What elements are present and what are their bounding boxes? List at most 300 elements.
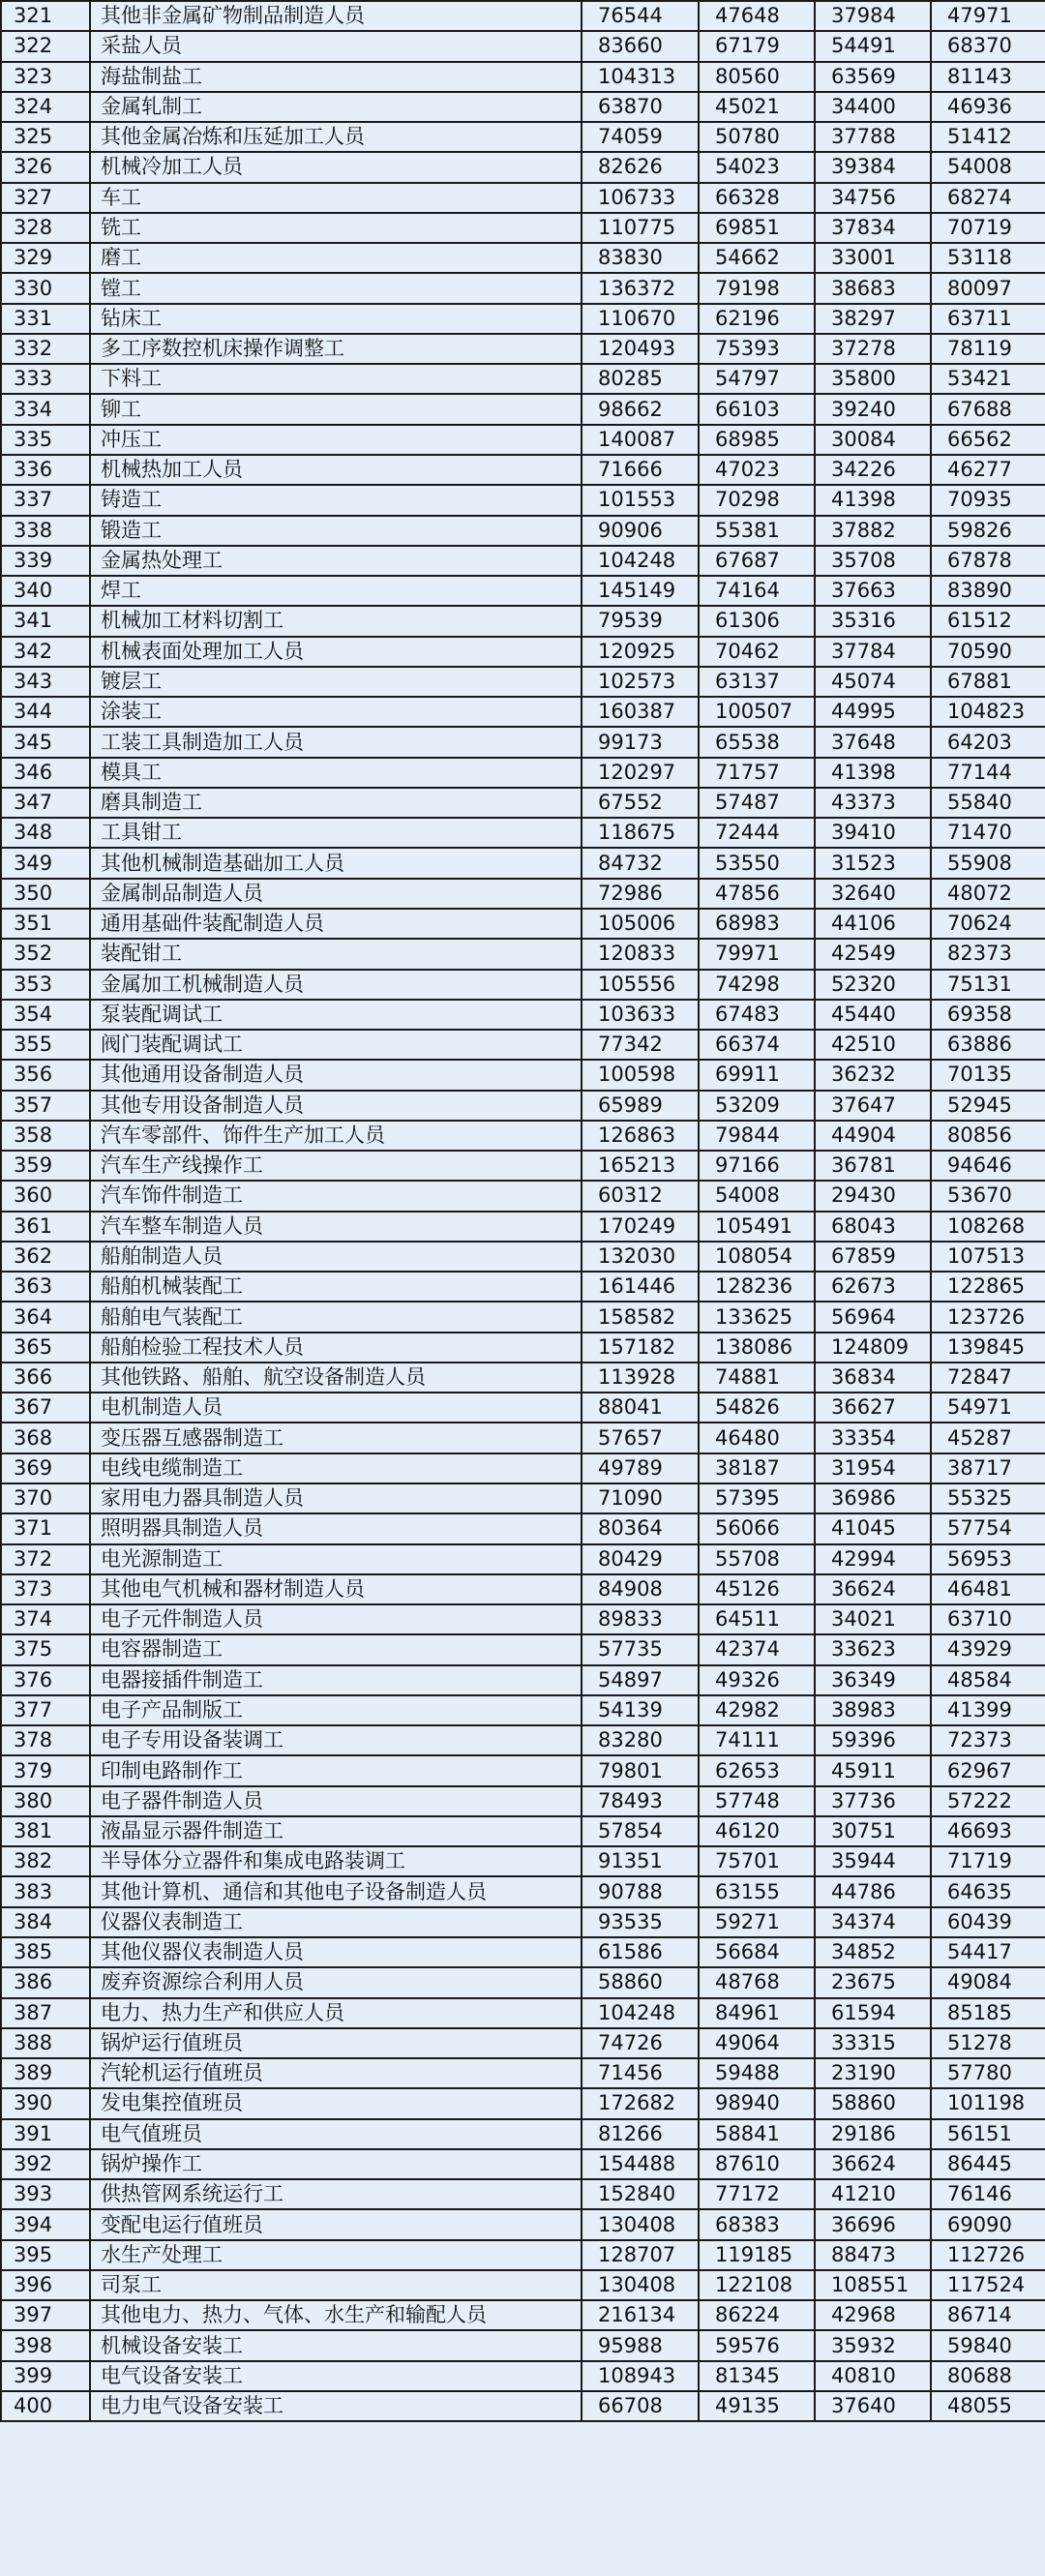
row-number: 375 <box>1 1634 90 1664</box>
table-row <box>1 1786 1045 1816</box>
table-row <box>1 1998 1045 2028</box>
value-col-1: 74726 <box>582 2028 699 2058</box>
value-col-4: 53118 <box>931 243 1045 273</box>
value-col-2: 63137 <box>699 667 815 697</box>
value-col-2: 49326 <box>699 1665 815 1695</box>
value-col-4: 53670 <box>931 1181 1045 1211</box>
value-col-3: 40810 <box>815 2361 931 2391</box>
value-col-2: 55381 <box>699 516 815 546</box>
row-number: 338 <box>1 516 90 546</box>
value-col-4: 63711 <box>931 304 1045 334</box>
value-col-2: 47856 <box>699 879 815 909</box>
table-row <box>1 455 1045 485</box>
table-row <box>1 364 1045 394</box>
table-row <box>1 1755 1045 1785</box>
value-col-1: 71456 <box>582 2058 699 2088</box>
occupation-name: 工具钳工 <box>90 818 582 848</box>
row-number: 357 <box>1 1091 90 1121</box>
table-row <box>1 1544 1045 1574</box>
value-col-4: 72373 <box>931 1725 1045 1755</box>
occupation-name: 涂装工 <box>90 697 582 727</box>
value-col-3: 37663 <box>815 576 931 606</box>
value-col-1: 130408 <box>582 2209 699 2239</box>
value-col-2: 48768 <box>699 1967 815 1997</box>
table-row <box>1 848 1045 878</box>
value-col-4: 49084 <box>931 1967 1045 1997</box>
occupation-name: 装配钳工 <box>90 939 582 969</box>
table-row <box>1 213 1045 243</box>
table-row <box>1 243 1045 273</box>
table-row <box>1 637 1045 667</box>
table-row <box>1 818 1045 848</box>
occupation-name: 船舶制造人员 <box>90 1242 582 1272</box>
value-col-4: 67881 <box>931 667 1045 697</box>
value-col-2: 79198 <box>699 273 815 303</box>
row-number: 361 <box>1 1212 90 1242</box>
value-col-3: 36349 <box>815 1665 931 1695</box>
value-col-1: 72986 <box>582 879 699 909</box>
value-col-4: 139845 <box>931 1333 1045 1363</box>
value-col-2: 138086 <box>699 1333 815 1363</box>
value-col-2: 74298 <box>699 970 815 1000</box>
value-col-1: 71090 <box>582 1483 699 1513</box>
row-number: 382 <box>1 1846 90 1876</box>
value-col-2: 67687 <box>699 546 815 576</box>
value-col-2: 46480 <box>699 1423 815 1453</box>
occupation-name: 电力、热力生产和供应人员 <box>90 1998 582 2028</box>
value-col-1: 99173 <box>582 727 699 757</box>
value-col-4: 70135 <box>931 1060 1045 1090</box>
value-col-1: 57657 <box>582 1423 699 1453</box>
value-col-4: 64203 <box>931 727 1045 757</box>
table-row <box>1 2300 1045 2330</box>
value-col-4: 54008 <box>931 152 1045 182</box>
row-number: 399 <box>1 2361 90 2391</box>
value-col-2: 81345 <box>699 2361 815 2391</box>
value-col-4: 48072 <box>931 879 1045 909</box>
value-col-3: 37647 <box>815 1091 931 1121</box>
row-number: 395 <box>1 2240 90 2270</box>
table-row <box>1 304 1045 334</box>
value-col-1: 113928 <box>582 1363 699 1393</box>
table-row <box>1 31 1045 61</box>
value-col-2: 47648 <box>699 1 815 31</box>
value-col-2: 74111 <box>699 1725 815 1755</box>
row-number: 391 <box>1 2119 90 2149</box>
table-row <box>1 1 1045 31</box>
row-number: 400 <box>1 2391 90 2421</box>
value-col-4: 78119 <box>931 334 1045 364</box>
value-col-4: 75131 <box>931 970 1045 1000</box>
value-col-2: 97166 <box>699 1151 815 1181</box>
value-col-2: 59488 <box>699 2058 815 2088</box>
value-col-3: 42994 <box>815 1544 931 1574</box>
value-col-2: 75393 <box>699 334 815 364</box>
value-col-4: 70719 <box>931 213 1045 243</box>
occupation-name: 其他专用设备制造人员 <box>90 1091 582 1121</box>
value-col-1: 74059 <box>582 122 699 152</box>
value-col-4: 94646 <box>931 1151 1045 1181</box>
value-col-1: 54897 <box>582 1665 699 1695</box>
value-col-2: 68983 <box>699 909 815 939</box>
table-row <box>1 1030 1045 1060</box>
value-col-4: 56953 <box>931 1544 1045 1574</box>
value-col-1: 57735 <box>582 1634 699 1664</box>
value-col-4: 47971 <box>931 1 1045 31</box>
occupation-name: 锻造工 <box>90 516 582 546</box>
table-row <box>1 1846 1045 1876</box>
occupation-name: 电子元件制造人员 <box>90 1604 582 1634</box>
value-col-3: 37834 <box>815 213 931 243</box>
value-col-2: 67179 <box>699 31 815 61</box>
table-row <box>1 2088 1045 2118</box>
value-col-3: 35316 <box>815 606 931 636</box>
value-col-3: 43373 <box>815 788 931 818</box>
value-col-3: 34374 <box>815 1907 931 1937</box>
value-col-2: 66328 <box>699 183 815 213</box>
value-col-1: 57854 <box>582 1816 699 1846</box>
value-col-2: 49064 <box>699 2028 815 2058</box>
table-row <box>1 879 1045 909</box>
row-number: 349 <box>1 848 90 878</box>
row-number: 376 <box>1 1665 90 1695</box>
occupation-name: 水生产处理工 <box>90 2240 582 2270</box>
row-number: 389 <box>1 2058 90 2088</box>
row-number: 343 <box>1 667 90 697</box>
occupation-name: 汽车饰件制造工 <box>90 1181 582 1211</box>
value-col-4: 64635 <box>931 1876 1045 1906</box>
value-col-3: 36232 <box>815 1060 931 1090</box>
table-row <box>1 909 1045 939</box>
value-col-4: 86445 <box>931 2149 1045 2179</box>
value-col-1: 172682 <box>582 2088 699 2118</box>
value-col-2: 69851 <box>699 213 815 243</box>
value-col-2: 128236 <box>699 1272 815 1302</box>
row-number: 348 <box>1 818 90 848</box>
value-col-3: 88473 <box>815 2240 931 2270</box>
value-col-4: 67878 <box>931 546 1045 576</box>
value-col-3: 33315 <box>815 2028 931 2058</box>
value-col-1: 78493 <box>582 1786 699 1816</box>
table-row <box>1 1363 1045 1393</box>
value-col-2: 54662 <box>699 243 815 273</box>
occupation-name: 其他电气机械和器材制造人员 <box>90 1574 582 1604</box>
value-col-4: 46693 <box>931 1816 1045 1846</box>
value-col-4: 41399 <box>931 1695 1045 1725</box>
value-col-4: 69358 <box>931 1000 1045 1030</box>
value-col-4: 57222 <box>931 1786 1045 1816</box>
value-col-4: 54417 <box>931 1937 1045 1967</box>
value-col-4: 46277 <box>931 455 1045 485</box>
value-col-4: 56151 <box>931 2119 1045 2149</box>
row-number: 325 <box>1 122 90 152</box>
value-col-3: 44904 <box>815 1121 931 1151</box>
value-col-3: 45440 <box>815 1000 931 1030</box>
occupation-name: 变配电运行值班员 <box>90 2209 582 2239</box>
table-row <box>1 1151 1045 1181</box>
value-col-3: 62673 <box>815 1272 931 1302</box>
value-col-4: 61512 <box>931 606 1045 636</box>
table-row <box>1 1604 1045 1634</box>
occupation-name: 磨工 <box>90 243 582 273</box>
value-col-4: 46481 <box>931 1574 1045 1604</box>
value-col-4: 85185 <box>931 1998 1045 2028</box>
table-row <box>1 2240 1045 2270</box>
value-col-1: 83830 <box>582 243 699 273</box>
value-col-4: 77144 <box>931 758 1045 788</box>
value-col-2: 74164 <box>699 576 815 606</box>
value-col-3: 124809 <box>815 1333 931 1363</box>
value-col-3: 56964 <box>815 1302 931 1332</box>
value-col-4: 107513 <box>931 1242 1045 1272</box>
row-number: 370 <box>1 1483 90 1513</box>
table-row <box>1 1513 1045 1543</box>
value-col-3: 31954 <box>815 1453 931 1483</box>
value-col-3: 108551 <box>815 2270 931 2300</box>
row-number: 350 <box>1 879 90 909</box>
occupation-name: 照明器具制造人员 <box>90 1513 582 1543</box>
value-col-3: 34756 <box>815 183 931 213</box>
value-col-1: 80364 <box>582 1513 699 1543</box>
occupation-name: 模具工 <box>90 758 582 788</box>
value-col-1: 120925 <box>582 637 699 667</box>
value-col-3: 37736 <box>815 1786 931 1816</box>
value-col-1: 93535 <box>582 1907 699 1937</box>
row-number: 393 <box>1 2179 90 2209</box>
value-col-2: 98940 <box>699 2088 815 2118</box>
occupation-name: 机械加工材料切割工 <box>90 606 582 636</box>
value-col-1: 65989 <box>582 1091 699 1121</box>
value-col-3: 52320 <box>815 970 931 1000</box>
occupation-name: 电器接插件制造工 <box>90 1665 582 1695</box>
value-col-4: 69090 <box>931 2209 1045 2239</box>
row-number: 373 <box>1 1574 90 1604</box>
table-row <box>1 1212 1045 1242</box>
row-number: 332 <box>1 334 90 364</box>
value-col-2: 56684 <box>699 1937 815 1967</box>
row-number: 337 <box>1 485 90 515</box>
row-number: 378 <box>1 1725 90 1755</box>
value-col-3: 63569 <box>815 62 931 92</box>
occupation-name: 其他铁路、船舶、航空设备制造人员 <box>90 1363 582 1393</box>
row-number: 366 <box>1 1363 90 1393</box>
occupation-name: 电气设备安装工 <box>90 2361 582 2391</box>
value-col-2: 66103 <box>699 394 815 424</box>
value-col-3: 41045 <box>815 1513 931 1543</box>
table-row <box>1 1333 1045 1363</box>
value-col-3: 37788 <box>815 122 931 152</box>
table-row <box>1 2361 1045 2391</box>
table-row <box>1 1000 1045 1030</box>
value-col-2: 58841 <box>699 2119 815 2149</box>
value-col-3: 32640 <box>815 879 931 909</box>
value-col-2: 54008 <box>699 1181 815 1211</box>
value-col-1: 157182 <box>582 1333 699 1363</box>
value-col-3: 42549 <box>815 939 931 969</box>
value-col-2: 54023 <box>699 152 815 182</box>
table-row <box>1 606 1045 636</box>
value-col-3: 36624 <box>815 1574 931 1604</box>
occupation-name: 铣工 <box>90 213 582 243</box>
occupation-name: 半导体分立器件和集成电路装调工 <box>90 1846 582 1876</box>
value-col-4: 57754 <box>931 1513 1045 1543</box>
occupation-name: 下料工 <box>90 364 582 394</box>
value-col-1: 63870 <box>582 92 699 122</box>
value-col-3: 45911 <box>815 1755 931 1785</box>
occupation-name: 印制电路制作工 <box>90 1755 582 1785</box>
value-col-2: 75701 <box>699 1846 815 1876</box>
value-col-1: 106733 <box>582 183 699 213</box>
value-col-3: 31523 <box>815 848 931 878</box>
value-col-3: 36834 <box>815 1363 931 1393</box>
occupation-name: 车工 <box>90 183 582 213</box>
occupation-name: 其他非金属矿物制品制造人员 <box>90 1 582 31</box>
table-row <box>1 1574 1045 1604</box>
row-number: 344 <box>1 697 90 727</box>
row-number: 372 <box>1 1544 90 1574</box>
row-number: 329 <box>1 243 90 273</box>
value-col-1: 216134 <box>582 2300 699 2330</box>
table-row <box>1 1242 1045 1272</box>
value-col-2: 119185 <box>699 2240 815 2270</box>
value-col-4: 46936 <box>931 92 1045 122</box>
value-col-1: 76544 <box>582 1 699 31</box>
value-col-1: 60312 <box>582 1181 699 1211</box>
occupation-name: 采盐人员 <box>90 31 582 61</box>
occupation-name: 机械热加工人员 <box>90 455 582 485</box>
value-col-4: 54971 <box>931 1393 1045 1423</box>
value-col-1: 90906 <box>582 516 699 546</box>
value-col-2: 74881 <box>699 1363 815 1393</box>
occupation-name: 船舶检验工程技术人员 <box>90 1333 582 1363</box>
value-col-1: 145149 <box>582 576 699 606</box>
table-row <box>1 758 1045 788</box>
value-col-3: 34226 <box>815 455 931 485</box>
table-row <box>1 1121 1045 1151</box>
table-row <box>1 2330 1045 2360</box>
value-col-1: 158582 <box>582 1302 699 1332</box>
row-number: 339 <box>1 546 90 576</box>
row-number: 324 <box>1 92 90 122</box>
row-number: 327 <box>1 183 90 213</box>
row-number: 328 <box>1 213 90 243</box>
table-row <box>1 970 1045 1000</box>
value-col-4: 52945 <box>931 1091 1045 1121</box>
value-col-3: 30084 <box>815 425 931 455</box>
value-col-1: 79539 <box>582 606 699 636</box>
value-col-3: 36696 <box>815 2209 931 2239</box>
table-row <box>1 1907 1045 1937</box>
value-col-1: 118675 <box>582 818 699 848</box>
value-col-3: 36986 <box>815 1483 931 1513</box>
table-row <box>1 2028 1045 2058</box>
occupation-name: 铆工 <box>90 394 582 424</box>
value-col-1: 104248 <box>582 1998 699 2028</box>
occupation-name: 金属轧制工 <box>90 92 582 122</box>
occupation-name: 其他计算机、通信和其他电子设备制造人员 <box>90 1876 582 1906</box>
value-col-4: 70624 <box>931 909 1045 939</box>
value-col-4: 62967 <box>931 1755 1045 1785</box>
table-row <box>1 394 1045 424</box>
table-row <box>1 516 1045 546</box>
value-col-4: 80856 <box>931 1121 1045 1151</box>
value-col-1: 110670 <box>582 304 699 334</box>
value-col-1: 49789 <box>582 1453 699 1483</box>
row-number: 331 <box>1 304 90 334</box>
salary-table-body <box>1 1 1045 2421</box>
value-col-4: 51412 <box>931 122 1045 152</box>
occupation-name: 船舶电气装配工 <box>90 1302 582 1332</box>
value-col-3: 33001 <box>815 243 931 273</box>
row-number: 368 <box>1 1423 90 1453</box>
value-col-3: 37278 <box>815 334 931 364</box>
value-col-4: 70935 <box>931 485 1045 515</box>
table-row <box>1 727 1045 757</box>
value-col-4: 63886 <box>931 1030 1045 1060</box>
value-col-2: 46120 <box>699 1816 815 1846</box>
row-number: 347 <box>1 788 90 818</box>
occupation-name: 其他仪器仪表制造人员 <box>90 1937 582 1967</box>
value-col-3: 39410 <box>815 818 931 848</box>
value-col-1: 61586 <box>582 1937 699 1967</box>
value-col-2: 53209 <box>699 1091 815 1121</box>
value-col-3: 44995 <box>815 697 931 727</box>
occupation-name: 电机制造人员 <box>90 1393 582 1423</box>
value-col-4: 55325 <box>931 1483 1045 1513</box>
value-col-4: 80097 <box>931 273 1045 303</box>
value-col-2: 42982 <box>699 1695 815 1725</box>
value-col-2: 45126 <box>699 1574 815 1604</box>
value-col-4: 60439 <box>931 1907 1045 1937</box>
value-col-4: 38717 <box>931 1453 1045 1483</box>
value-col-3: 41398 <box>815 485 931 515</box>
value-col-4: 76146 <box>931 2179 1045 2209</box>
row-number: 364 <box>1 1302 90 1332</box>
occupation-name: 其他电力、热力、气体、水生产和输配人员 <box>90 2300 582 2330</box>
occupation-name: 多工序数控机床操作调整工 <box>90 334 582 364</box>
occupation-name: 磨具制造工 <box>90 788 582 818</box>
table-row <box>1 1272 1045 1302</box>
row-number: 321 <box>1 1 90 31</box>
value-col-4: 122865 <box>931 1272 1045 1302</box>
occupation-name: 金属加工机械制造人员 <box>90 970 582 1000</box>
value-col-2: 62196 <box>699 304 815 334</box>
value-col-2: 84961 <box>699 1998 815 2028</box>
occupation-name: 供热管网系统运行工 <box>90 2179 582 2209</box>
value-col-1: 83280 <box>582 1725 699 1755</box>
occupation-name: 电力电气设备安装工 <box>90 2391 582 2421</box>
row-number: 336 <box>1 455 90 485</box>
value-col-1: 90788 <box>582 1876 699 1906</box>
occupation-name: 泵装配调试工 <box>90 1000 582 1030</box>
occupation-name: 司泵工 <box>90 2270 582 2300</box>
row-number: 371 <box>1 1513 90 1543</box>
value-col-4: 59840 <box>931 2330 1045 2360</box>
value-col-4: 70590 <box>931 637 1045 667</box>
value-col-3: 29430 <box>815 1181 931 1211</box>
value-col-4: 123726 <box>931 1302 1045 1332</box>
table-row <box>1 273 1045 303</box>
value-col-2: 79844 <box>699 1121 815 1151</box>
value-col-1: 91351 <box>582 1846 699 1876</box>
table-row <box>1 1876 1045 1906</box>
occupation-name: 液晶显示器件制造工 <box>90 1816 582 1846</box>
value-col-1: 105006 <box>582 909 699 939</box>
value-col-4: 86714 <box>931 2300 1045 2330</box>
value-col-2: 70298 <box>699 485 815 515</box>
row-number: 354 <box>1 1000 90 1030</box>
occupation-name: 镀层工 <box>90 667 582 697</box>
